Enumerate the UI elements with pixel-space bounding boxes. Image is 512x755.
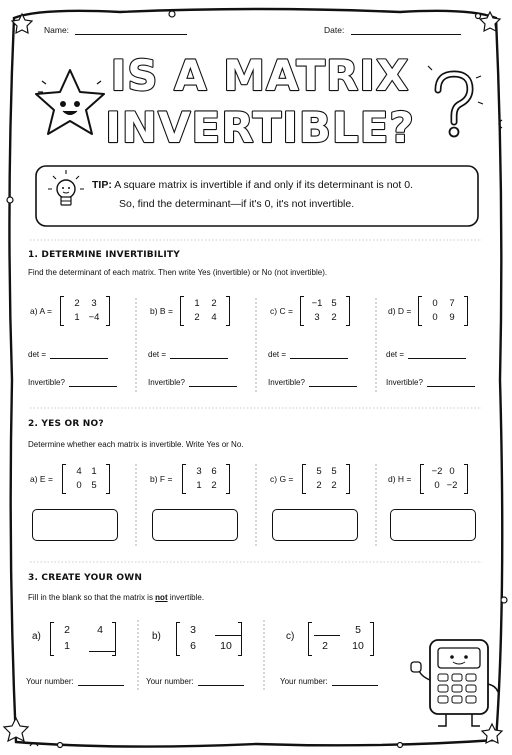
section-3-title: 3. CREATE YOUR OWN <box>28 573 143 583</box>
matrix <box>50 622 116 656</box>
matrix-entry: 2 <box>194 312 200 323</box>
your-number-line[interactable] <box>198 678 244 686</box>
matrix-label: a) E = <box>30 474 53 484</box>
your-number-label: Your number: <box>280 677 328 686</box>
answer-box[interactable] <box>152 509 238 541</box>
matrix-bracket-left <box>420 464 424 494</box>
matrix-bracket-left <box>302 464 306 494</box>
page-title <box>100 42 420 152</box>
matrix-bracket-left <box>180 296 184 326</box>
matrix-bracket-right <box>226 296 230 326</box>
matrix <box>418 296 468 326</box>
name-field[interactable] <box>44 25 187 35</box>
matrix-entry: −2 <box>446 480 458 491</box>
det-answer-line[interactable] <box>50 351 108 359</box>
matrix-entry: 5 <box>331 466 337 477</box>
matrix-entry: 1 <box>74 312 80 323</box>
matrix-entry: 2 <box>74 298 80 309</box>
matrix-entry-blank[interactable] <box>314 635 340 636</box>
matrix-label: d) D = <box>388 306 412 316</box>
tip-text <box>92 176 472 214</box>
star-mascot-icon <box>36 70 104 134</box>
matrix-bracket-left <box>176 622 180 656</box>
matrix-entry: 10 <box>220 640 232 652</box>
det-field[interactable] <box>268 350 348 359</box>
det-answer-line[interactable] <box>408 351 466 359</box>
matrix-entry: 0 <box>432 312 438 323</box>
invertible-field[interactable] <box>386 378 475 387</box>
invertible-label: Invertible? <box>148 378 185 387</box>
matrix-entry: 6 <box>211 466 217 477</box>
title-line-2: INVERTIBLE? <box>105 103 415 152</box>
matrix-entry: 3 <box>91 298 97 309</box>
matrix-entry: 0 <box>449 466 455 477</box>
matrix-entry: 0 <box>432 298 438 309</box>
answer-box[interactable] <box>272 509 358 541</box>
date-field[interactable] <box>324 25 461 35</box>
matrix-entry: 1 <box>196 480 202 491</box>
matrix-label: c) G = <box>270 474 294 484</box>
matrix-bracket-left <box>418 296 422 326</box>
matrix-bracket-right <box>238 622 242 656</box>
invertible-label: Invertible? <box>386 378 423 387</box>
matrix-entry: 4 <box>76 466 82 477</box>
invertible-field[interactable] <box>28 378 117 387</box>
matrix-entry: 1 <box>64 640 70 652</box>
section-1-title: 1. DETERMINE INVERTIBILITY <box>28 250 180 260</box>
invertible-label: Invertible? <box>268 378 305 387</box>
det-field[interactable] <box>28 350 108 359</box>
matrix-entry: 2 <box>331 312 337 323</box>
star-icon <box>4 718 28 741</box>
matrix-entry: 2 <box>64 624 70 636</box>
matrix <box>180 296 230 326</box>
matrix-entry: 2 <box>211 480 217 491</box>
matrix-bracket-right <box>464 464 468 494</box>
invertible-field[interactable] <box>268 378 357 387</box>
matrix <box>176 622 242 656</box>
matrix-bracket-right <box>106 296 110 326</box>
matrix-label: a) <box>32 631 41 642</box>
date-line[interactable] <box>351 25 461 35</box>
matrix-bracket-left <box>308 622 312 656</box>
your-number-field[interactable] <box>146 677 244 686</box>
answer-box[interactable] <box>32 509 118 541</box>
matrix-entry: 2 <box>331 480 337 491</box>
det-label: det = <box>268 350 287 359</box>
matrix-bracket-left <box>62 464 66 494</box>
section-3-instructions: Fill in the blank so that the matrix is not invertible. <box>28 593 205 602</box>
matrix-label: b) F = <box>150 474 173 484</box>
matrix-entry: −2 <box>431 466 443 477</box>
matrix <box>182 464 230 494</box>
matrix-entry: 3 <box>196 466 202 477</box>
invertible-answer-line[interactable] <box>309 379 357 387</box>
invertible-label: Invertible? <box>28 378 65 387</box>
matrix-label: d) H = <box>388 474 412 484</box>
det-label: det = <box>386 350 405 359</box>
name-line[interactable] <box>75 25 187 35</box>
matrix <box>308 622 374 656</box>
title-line-1: IS A MATRIX <box>110 51 410 100</box>
question-mark-icon <box>428 66 483 137</box>
invertible-answer-line[interactable] <box>427 379 475 387</box>
matrix-entry: 2 <box>316 480 322 491</box>
invertible-field[interactable] <box>148 378 237 387</box>
matrix-entry: 6 <box>190 640 196 652</box>
matrix-label: a) A = <box>30 306 52 316</box>
matrix-entry-blank[interactable] <box>215 635 241 636</box>
tip-line-2: So, find the determinant—if it's 0, it's not invertible. <box>119 198 355 210</box>
tip-label: TIP: <box>92 179 112 191</box>
date-label: Date: <box>324 25 345 35</box>
matrix-bracket-left <box>50 622 54 656</box>
matrix-entry: −1 <box>311 298 323 309</box>
your-number-field[interactable] <box>280 677 378 686</box>
matrix-entry: 4 <box>211 312 217 323</box>
matrix-entry: 3 <box>314 312 320 323</box>
matrix-bracket-right <box>106 464 110 494</box>
matrix-bracket-left <box>300 296 304 326</box>
matrix-bracket-left <box>182 464 186 494</box>
matrix-bracket-right <box>346 464 350 494</box>
matrix-entry: 1 <box>91 466 97 477</box>
det-label: det = <box>28 350 47 359</box>
matrix <box>302 464 350 494</box>
matrix-bracket-left <box>60 296 64 326</box>
matrix-entry: 0 <box>434 480 440 491</box>
matrix-label: c) C = <box>270 306 293 316</box>
matrix-entry: 5 <box>91 480 97 491</box>
matrix-entry: 9 <box>449 312 455 323</box>
calculator-mascot-icon <box>411 640 498 726</box>
matrix-entry: 5 <box>355 624 361 636</box>
matrix-label: b) B = <box>150 306 173 316</box>
section-2-title: 2. YES OR NO? <box>28 419 104 429</box>
invertible-answer-line[interactable] <box>189 379 237 387</box>
matrix-entry: 3 <box>190 624 196 636</box>
matrix-entry: 1 <box>194 298 200 309</box>
matrix-label: c) <box>286 631 295 642</box>
your-number-field[interactable] <box>26 677 124 686</box>
det-answer-line[interactable] <box>290 351 348 359</box>
name-label: Name: <box>44 25 70 35</box>
matrix <box>300 296 350 326</box>
matrix-label: b) <box>152 631 161 642</box>
your-number-line[interactable] <box>78 678 124 686</box>
matrix-bracket-right <box>464 296 468 326</box>
matrix-entry-blank[interactable] <box>89 651 115 652</box>
matrix-entry: 10 <box>352 640 364 652</box>
section-1-instructions: Find the determinant of each matrix. Then write Yes (invertible) or No (not invertible). <box>28 268 328 277</box>
matrix-entry: 4 <box>97 624 103 636</box>
matrix-bracket-right <box>370 622 374 656</box>
tip-line-1: A square matrix is invertible if and only if its determinant is not 0. <box>114 179 413 191</box>
matrix-entry: −4 <box>88 312 100 323</box>
section-2-instructions: Determine whether each matrix is invertible. Write Yes or No. <box>28 440 244 449</box>
answer-box[interactable] <box>390 509 476 541</box>
your-number-label: Your number: <box>146 677 194 686</box>
matrix-entry: 5 <box>316 466 322 477</box>
det-field[interactable] <box>386 350 466 359</box>
matrix-entry: 2 <box>322 640 328 652</box>
matrix-entry: 5 <box>331 298 337 309</box>
matrix <box>60 296 110 326</box>
matrix-entry: 7 <box>449 298 455 309</box>
matrix <box>420 464 468 494</box>
your-number-line[interactable] <box>332 678 378 686</box>
invertible-answer-line[interactable] <box>69 379 117 387</box>
matrix-bracket-right <box>226 464 230 494</box>
matrix-bracket-right <box>346 296 350 326</box>
matrix-entry: 0 <box>76 480 82 491</box>
det-label: det = <box>148 350 167 359</box>
matrix-entry: 2 <box>211 298 217 309</box>
det-answer-line[interactable] <box>170 351 228 359</box>
your-number-label: Your number: <box>26 677 74 686</box>
det-field[interactable] <box>148 350 228 359</box>
matrix <box>62 464 110 494</box>
